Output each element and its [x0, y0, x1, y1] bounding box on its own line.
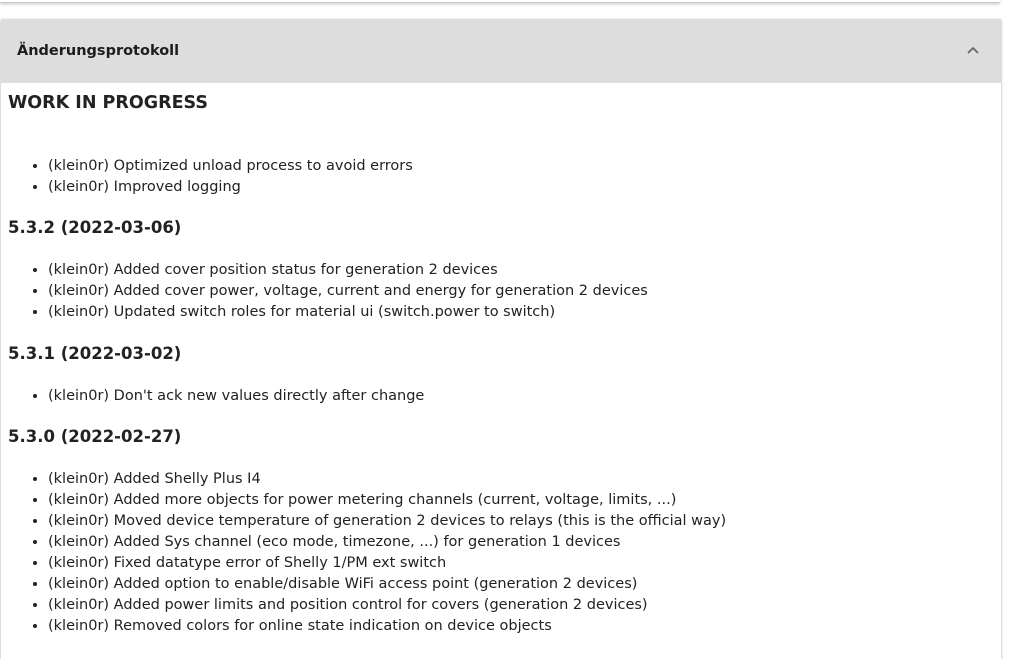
list-item: • (klein0r) Fixed datatype error of Shelly 1/PM ext switch — [48, 553, 726, 574]
list-item: • (klein0r) Don't ack new values directly after change — [48, 386, 424, 407]
chevron-up-icon[interactable] — [965, 42, 981, 58]
list-item: • (klein0r) Added Sys channel (eco mode, timezone, ...) for generation 1 devices — [48, 532, 726, 553]
v531-list — [8, 386, 424, 407]
list-item: • (klein0r) Removed colors for online state indication on device objects — [48, 616, 726, 637]
section-title-5-3-2: 5.3.2 (2022-03-06) — [8, 218, 182, 237]
list-item: • (klein0r) Added option to enable/disable WiFi access point (generation 2 devices) — [48, 574, 726, 595]
list-item: • (klein0r) Added cover position status for generation 2 devices — [48, 260, 648, 281]
section-title-wip: WORK IN PROGRESS — [8, 93, 208, 113]
list-item: • (klein0r) Optimized unload process to avoid errors — [48, 156, 413, 177]
list-item: • (klein0r) Added cover power, voltage, current and energy for generation 2 devices — [48, 281, 648, 302]
section-title-5-3-0: 5.3.0 (2022-02-27) — [8, 427, 182, 446]
v532-list — [8, 260, 648, 323]
v530-list — [8, 469, 726, 637]
previous-panel — [0, 0, 1000, 3]
list-item: • (klein0r) Added Shelly Plus I4 — [48, 469, 726, 490]
changelog-panel-header[interactable] — [1, 19, 1001, 83]
list-item: • (klein0r) Added power limits and position control for covers (generation 2 devices) — [48, 595, 726, 616]
section-title-5-3-1: 5.3.1 (2022-03-02) — [8, 344, 182, 363]
list-item: • (klein0r) Improved logging — [48, 177, 413, 198]
list-item: • (klein0r) Updated switch roles for material ui (switch.power to switch) — [48, 302, 648, 323]
list-item: • (klein0r) Moved device temperature of generation 2 devices to relays (this is the official way) — [48, 511, 726, 532]
list-item: • (klein0r) Added more objects for power metering channels (current, voltage, limits, ...) — [48, 490, 726, 511]
panel-title: Änderungsprotokoll — [17, 43, 180, 59]
wip-list — [8, 156, 413, 198]
